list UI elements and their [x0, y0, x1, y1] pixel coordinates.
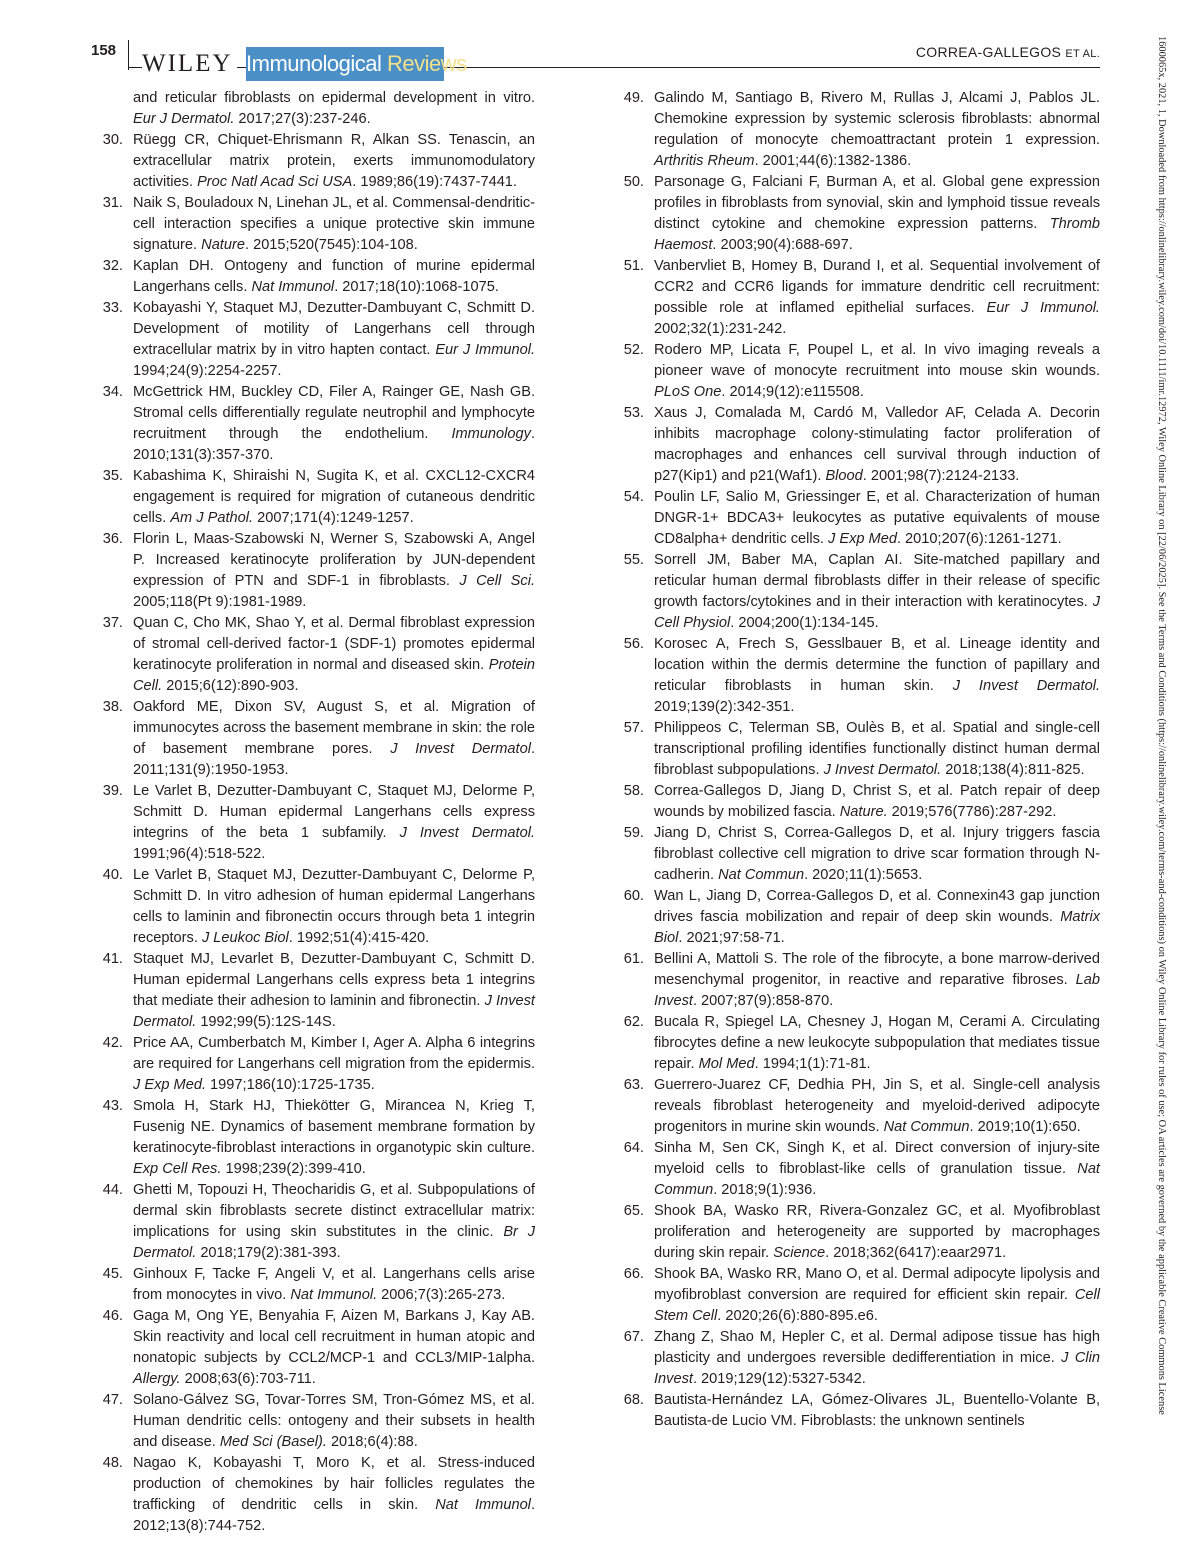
reference-text: Shook BA, Wasko RR, Mano O, et al. Dermal adipocyte lipolysis and myofibroblast conversion are required for efficient skin repair.: [654, 1266, 1100, 1303]
reference-item: [612, 550, 1100, 634]
reference-citation: 2018;179(2):381-393.: [196, 1245, 341, 1261]
reference-item: [91, 1180, 535, 1264]
reference-journal: Nat Immunol: [435, 1497, 531, 1513]
journal-name-accent: Reviews: [386, 51, 467, 76]
reference-journal: Nat Immunol: [251, 279, 335, 295]
reference-journal: Eur J Dermatol.: [133, 111, 235, 127]
header-divider: [128, 40, 129, 70]
reference-number: 43.: [102, 1098, 123, 1114]
reference-journal: Mol Med: [698, 1056, 755, 1072]
reference-number: 62.: [623, 1014, 644, 1030]
reference-text: Ghetti M, Topouzi H, Theocharidis G, et al. Subpopulations of dermal skin fibroblasts secrete distinct extracellular matrix: implications for using skin substitutes in the clinic.: [133, 1182, 535, 1240]
reference-citation: 2017;27(3):237-246.: [234, 111, 371, 127]
reference-number: 36.: [102, 531, 123, 547]
reference-citation: . 1992;51(4):415-420.: [288, 930, 430, 946]
reference-journal: Cell Stem Cell: [654, 1287, 1100, 1324]
reference-number: 40.: [102, 867, 123, 883]
reference-journal: J Clin Invest: [654, 1350, 1100, 1387]
reference-number: 66.: [623, 1266, 644, 1282]
reference-text: Kabashima K, Shiraishi N, Sugita K, et al. CXCL12-CXCR4 engagement is required for migration of cutaneous dendritic cells.: [133, 468, 535, 526]
reference-number: 35.: [102, 468, 123, 484]
reference-item: [91, 1096, 535, 1180]
reference-journal: Am J Pathol.: [170, 510, 254, 526]
reference-citation: 2015;6(12):890-903.: [162, 678, 299, 694]
reference-journal: Science: [773, 1245, 826, 1261]
reference-number: 44.: [102, 1182, 123, 1198]
reference-number: 45.: [102, 1266, 123, 1282]
reference-citation: . 2003;90(4):688-697.: [712, 237, 853, 253]
reference-number: 57.: [623, 720, 644, 736]
reference-journal: Blood: [825, 468, 863, 484]
reference-item: [91, 193, 535, 256]
reference-citation: 2018;6(4):88.: [326, 1434, 418, 1450]
reference-item: [91, 865, 535, 949]
reference-text: Sinha M, Sen CK, Singh K, et al. Direct conversion of injury-site myeloid cells to fibroblast-like cells of granulation tissue.: [654, 1140, 1100, 1177]
journal-name: Immunological: [246, 51, 382, 76]
reference-text: Rodero MP, Licata F, Poupel L, et al. In vivo imaging reveals a pioneer wave of monocyte recruitment into mouse skin wounds.: [654, 342, 1100, 379]
reference-item: [91, 256, 535, 298]
reference-journal: Med Sci (Basel).: [219, 1434, 327, 1450]
reference-journal: J Leukoc Biol: [201, 930, 289, 946]
reference-text: Rüegg CR, Chiquet-Ehrismann R, Alkan SS. Tenascin, an extracellular matrix protein, exerts immunomodulatory activities.: [133, 132, 535, 190]
reference-text: Xaus J, Comalada M, Cardó M, Valledor AF, Celada A. Decorin inhibits macrophage colony-stimulating factor proliferation of macrophages and enhances cell survival through induction of p27(Kip1) and p21(Waf1).: [654, 405, 1100, 484]
reference-journal: Nat Commun: [718, 867, 805, 883]
reference-journal: J Invest Dermatol.: [133, 993, 535, 1030]
reference-item: [612, 781, 1100, 823]
reference-journal: Nature.: [839, 804, 888, 820]
reference-text: Vanbervliet B, Homey B, Durand I, et al. Sequential involvement of CCR2 and CCR6 ligands for immature dendritic cell recruitment: possible role at inflamed epithelial surfaces.: [654, 258, 1100, 316]
reference-item: [612, 1327, 1100, 1390]
reference-journal: Br J Dermatol.: [133, 1224, 535, 1261]
reference-item: [612, 172, 1100, 256]
reference-item: [612, 1138, 1100, 1201]
reference-item: [91, 529, 535, 613]
download-notice-text: 1600065x, 2021, 1, Downloaded from https://onlinelibrary.wiley.com/doi/10.1111/imr.12972, Wiley Online Library on [22/06/2025]. See the Terms and Conditions (https://onlinelibrary.wiley.com/terms-and-conditions) on Wiley Online Library for rules of use; OA articles are governed by the applicable Creative Commons License: [1156, 36, 1167, 1415]
reference-number: 49.: [623, 90, 644, 106]
reference-number: 41.: [102, 951, 123, 967]
reference-citation: . 2012;13(8):744-752.: [133, 1497, 535, 1534]
reference-number: 61.: [623, 951, 644, 967]
reference-text: Sorrell JM, Baber MA, Caplan AI. Site-matched papillary and reticular human dermal fibroblasts differ in their release of specific growth factors/cytokines and in their interaction with keratinocytes.: [654, 552, 1100, 610]
reference-citation: 2008;63(6):703-711.: [180, 1371, 316, 1387]
publisher-logo: WILEY: [142, 50, 237, 78]
reference-item: [91, 781, 535, 865]
reference-citation: . 2011;131(9):1950-1953.: [133, 741, 536, 778]
reference-citation: 2007;171(4):1249-1257.: [253, 510, 414, 526]
reference-number: 59.: [623, 825, 644, 841]
reference-journal: Allergy.: [133, 1371, 181, 1387]
reference-item: [612, 340, 1100, 403]
reference-number: 53.: [623, 405, 644, 421]
reference-text: Guerrero-Juarez CF, Dedhia PH, Jin S, et al. Single-cell analysis reveals fibroblast heterogeneity and myeloid-derived adipocyte progenitors in murine skin wounds.: [654, 1077, 1100, 1135]
reference-journal: Protein Cell.: [133, 657, 535, 694]
reference-text: Philippeos C, Telerman SB, Oulès B, et al. Spatial and single-cell transcriptional profiling identifies functionally distinct human dermal fibroblast subpopulations.: [654, 720, 1100, 778]
reference-text: Jiang D, Christ S, Correa-Gallegos D, et al. Injury triggers fascia fibroblast collective cell migration to drive scar formation through N-cadherin.: [654, 825, 1100, 883]
reference-citation: . 2010;207(6):1261-1271.: [896, 531, 1062, 547]
reference-citation: . 2020;26(6):880-895.e6.: [717, 1308, 878, 1324]
reference-text: Le Varlet B, Dezutter-Dambuyant C, Staquet MJ, Delorme P, Schmitt D. Human epidermal Langerhans cells express integrins of the beta 1 subfamily.: [133, 783, 535, 841]
reference-journal: Proc Natl Acad Sci USA: [197, 174, 353, 190]
reference-citation: . 2021;97:58-71.: [678, 930, 785, 946]
running-head: [916, 44, 1100, 60]
reference-text: Kaplan DH. Ontogeny and function of murine epidermal Langerhans cells.: [133, 258, 535, 295]
reference-item: [91, 1033, 535, 1096]
reference-text: Smola H, Stark HJ, Thiekötter G, Mirancea N, Krieg T, Fusenig NE. Dynamics of basement membrane formation by keratinocyte-fibroblast interactions in organotypic skin culture.: [133, 1098, 535, 1156]
reference-journal: PLoS One: [654, 384, 722, 400]
reference-journal: Immunology: [451, 426, 531, 442]
reference-item: [91, 130, 535, 193]
reference-item: [612, 487, 1100, 550]
reference-text: Florin L, Maas-Szabowski N, Werner S, Szabowski A, Angel P. Increased keratinocyte proliferation by JUN-dependent expression of PTN and SDF-1 in fibroblasts.: [133, 531, 535, 589]
reference-number: 39.: [102, 783, 123, 799]
reference-citation: . 2001;98(7):2124-2133.: [862, 468, 1020, 484]
reference-number: 56.: [623, 636, 644, 652]
reference-text: Oakford ME, Dixon SV, August S, et al. Migration of immunocytes across the basement membrane in skin: the role of basement membrane pores.: [133, 699, 535, 757]
reference-text: Price AA, Cumberbatch M, Kimber I, Ager A. Alpha 6 integrins are required for Langerhans cell migration from the epidermis.: [133, 1035, 535, 1072]
reference-number: 38.: [102, 699, 123, 715]
reference-item: [612, 88, 1100, 172]
reference-item: [612, 256, 1100, 340]
reference-citation: . 2014;9(12):e115508.: [721, 384, 864, 400]
reference-journal: J Invest Dermatol.: [952, 678, 1100, 694]
reference-item: [612, 823, 1100, 886]
reference-citation: 1997;186(10):1725-1735.: [206, 1077, 375, 1093]
reference-text: Parsonage G, Falciani F, Burman A, et al. Global gene expression profiles in fibroblasts from synovial, skin and lymphoid tissue reveals distinct cytokine and chemokine expression patterns.: [654, 174, 1100, 232]
journal-badge[interactable]: [246, 47, 467, 81]
reference-item: [612, 949, 1100, 1012]
reference-citation: 1998;239(2):399-410.: [221, 1161, 366, 1177]
reference-text: and reticular fibroblasts on epidermal development in vitro.: [133, 90, 535, 106]
reference-journal: Nat Commun: [654, 1161, 1100, 1198]
reference-citation: 2005;118(Pt 9):1981-1989.: [133, 594, 307, 610]
reference-journal: J Invest Dermatol: [390, 741, 531, 757]
running-head-authors: CORREA-GALLEGOS: [915, 44, 1062, 60]
reference-item: [612, 1012, 1100, 1075]
reference-citation: . 2015;520(7545):104-108.: [244, 237, 418, 253]
reference-number: 63.: [623, 1077, 644, 1093]
reference-text: Zhang Z, Shao M, Hepler C, et al. Dermal adipose tissue has high plasticity and undergoes reversible dedifferentiation in mice.: [654, 1329, 1100, 1366]
reference-number: 50.: [623, 174, 644, 190]
reference-text: Bellini A, Mattoli S. The role of the fibrocyte, a bone marrow-derived mesenchymal progenitor, in reactive and reparative fibroses.: [654, 951, 1100, 988]
reference-item: [91, 1390, 535, 1453]
reference-item: [91, 1264, 535, 1306]
reference-citation: 2019;576(7786):287-292.: [887, 804, 1057, 820]
reference-item: [91, 613, 535, 697]
reference-citation: 1992;99(5):12S-14S.: [196, 1014, 336, 1030]
reference-citation: . 2020;11(1):5653.: [804, 867, 923, 883]
reference-number: 37.: [102, 615, 123, 631]
reference-citation: . 2001;44(6):1382-1386.: [754, 153, 912, 169]
references-left-column: [91, 88, 535, 1537]
reference-citation: 1994;24(9):2254-2257.: [133, 363, 282, 379]
reference-journal: Exp Cell Res.: [133, 1161, 222, 1177]
reference-number: 30.: [102, 132, 123, 148]
reference-text: Wan L, Jiang D, Correa-Gallegos D, et al. Connexin43 gap junction drives fascia mobilization and repair of deep skin wounds.: [654, 888, 1100, 925]
reference-text: Gaga M, Ong YE, Benyahia F, Aizen M, Barkans J, Kay AB. Skin reactivity and local cell recruitment in human atopic and nonatopic subjects by CCL2/MCP-1 and CCL3/MIP-1alpha.: [133, 1308, 535, 1366]
reference-item: [91, 466, 535, 529]
reference-text: Shook BA, Wasko RR, Rivera-Gonzalez GC, et al. Myofibroblast proliferation and heterogeneity are supported by macrophages during skin repair.: [654, 1203, 1100, 1261]
reference-text: Poulin LF, Salio M, Griessinger E, et al. Characterization of human DNGR-1+ BDCA3+ leukocytes as putative equivalents of mouse CD8alpha+ dendritic cells.: [654, 489, 1100, 547]
reference-item: [91, 88, 535, 130]
reference-journal: J Invest Dermatol.: [823, 762, 942, 778]
reference-citation: . 2019;10(1):650.: [969, 1119, 1081, 1135]
reference-citation: 2019;139(2):342-351.: [654, 699, 795, 715]
reference-journal: Eur J Immunol.: [435, 342, 535, 358]
reference-number: 48.: [102, 1455, 123, 1471]
reference-text: Correa-Gallegos D, Jiang D, Christ S, et al. Patch repair of deep wounds by mobilized fascia.: [654, 783, 1100, 820]
reference-journal: Lab Invest: [654, 972, 1100, 1009]
reference-text: Le Varlet B, Staquet MJ, Dezutter-Dambuyant C, Delorme P, Schmitt D. In vitro adhesion of human epidermal Langerhans cells to laminin and fibronectin occurs through beta 1 integrin receptors.: [133, 867, 535, 946]
reference-number: 60.: [623, 888, 644, 904]
reference-text: Nagao K, Kobayashi T, Moro K, et al. Stress-induced production of chemokines by hair follicles regulates the trafficking of dendritic cells in skin.: [133, 1455, 535, 1513]
reference-number: 58.: [623, 783, 644, 799]
reference-item: [91, 697, 535, 781]
reference-citation: . 2018;9(1):936.: [713, 1182, 817, 1198]
reference-item: [612, 1264, 1100, 1327]
reference-item: [612, 1390, 1100, 1432]
running-head-etal: ET AL.: [1065, 48, 1100, 60]
reference-text: Kobayashi Y, Staquet MJ, Dezutter-Dambuyant C, Schmitt D. Development of motility of Langerhans cell through extracellular matrix by in vitro hapten contact.: [133, 300, 535, 358]
reference-number: 68.: [623, 1392, 644, 1408]
reference-journal: J Exp Med: [828, 531, 897, 547]
reference-journal: J Cell Sci.: [459, 573, 535, 589]
reference-journal: Arthritis Rheum: [654, 153, 755, 169]
reference-journal: J Exp Med.: [133, 1077, 206, 1093]
reference-text: Bautista-Hernández LA, Gómez-Olivares JL, Buentello-Volante B, Bautista-de Lucio VM. Fibroblasts: the unknown sentinels: [654, 1392, 1100, 1429]
reference-text: Naik S, Bouladoux N, Linehan JL, et al. Commensal-dendritic-cell interaction specifies a unique protective skin immune signature.: [133, 195, 535, 253]
reference-citation: . 2004;200(1):134-145.: [730, 615, 879, 631]
reference-item: [612, 403, 1100, 487]
reference-journal: Matrix Biol: [654, 909, 1100, 946]
reference-citation: 1991;96(4):518-522.: [133, 846, 266, 862]
reference-citation: . 2010;131(3):357-370.: [133, 426, 535, 463]
reference-item: [91, 298, 535, 382]
reference-number: 42.: [102, 1035, 123, 1051]
reference-journal: Nat Commun: [883, 1119, 970, 1135]
reference-text: Staquet MJ, Levarlet B, Dezutter-Dambuyant C, Schmitt D. Human epidermal Langerhans cells express beta 1 integrins that mediate their adhesion to laminin and fibronectin.: [133, 951, 535, 1009]
reference-citation: 2006;7(3):265-273.: [377, 1287, 506, 1303]
reference-number: 67.: [623, 1329, 644, 1345]
page-number: 158: [91, 42, 117, 59]
reference-text: Bucala R, Spiegel LA, Chesney J, Hogan M, Cerami A. Circulating fibrocytes define a new leukocyte subpopulation that mediates tissue repair.: [654, 1014, 1100, 1072]
reference-item: [612, 634, 1100, 718]
reference-number: 55.: [623, 552, 644, 568]
reference-number: 65.: [623, 1203, 644, 1219]
reference-number: 51.: [623, 258, 644, 274]
page-header: [0, 0, 1190, 90]
reference-citation: . 2017;18(10):1068-1075.: [334, 279, 499, 295]
reference-citation: . 2019;129(12):5327-5342.: [692, 1371, 866, 1387]
references-right-column: [612, 88, 1100, 1432]
reference-item: [612, 1201, 1100, 1264]
reference-number: 64.: [623, 1140, 644, 1156]
reference-journal: J Invest Dermatol.: [399, 825, 535, 841]
reference-item: [91, 949, 535, 1033]
reference-text: Solano-Gálvez SG, Tovar-Torres SM, Tron-Gómez MS, et al. Human dendritic cells: ontogeny and their subsets in health and disease.: [133, 1392, 535, 1450]
reference-item: [91, 1306, 535, 1390]
reference-number: 34.: [102, 384, 123, 400]
reference-number: 47.: [102, 1392, 123, 1408]
download-notice-sidebar: [1153, 36, 1169, 1536]
reference-number: 54.: [623, 489, 644, 505]
reference-journal: Nature: [201, 237, 245, 253]
reference-journal: Thromb Haemost: [654, 216, 1100, 253]
reference-number: 32.: [102, 258, 123, 274]
reference-text: Quan C, Cho MK, Shao Y, et al. Dermal fibroblast expression of stromal cell-derived factor-1 (SDF-1) promotes epidermal keratinocyte proliferation in normal and diseased skin.: [133, 615, 535, 673]
reference-journal: J Cell Physiol: [654, 594, 1100, 631]
reference-item: [91, 382, 535, 466]
reference-journal: Nat Immunol.: [290, 1287, 378, 1303]
reference-item: [91, 1453, 535, 1537]
reference-item: [612, 886, 1100, 949]
reference-citation: . 2018;362(6417):eaar2971.: [825, 1245, 1007, 1261]
reference-citation: . 2007;87(9):858-870.: [692, 993, 834, 1009]
reference-item: [612, 718, 1100, 781]
reference-text: McGettrick HM, Buckley CD, Filer A, Rainger GE, Nash GB. Stromal cells differentially regulate neutrophil and lymphocyte recruitment through the endothelium.: [133, 384, 535, 442]
reference-number: 33.: [102, 300, 123, 316]
reference-number: 52.: [623, 342, 644, 358]
reference-text: Korosec A, Frech S, Gesslbauer B, et al. Lineage identity and location within the dermis determine the function of papillary and reticular fibroblasts in human skin.: [654, 636, 1100, 694]
reference-citation: 2002;32(1):231-242.: [654, 321, 787, 337]
reference-text: Galindo M, Santiago B, Rivero M, Rullas J, Alcami J, Pablos JL. Chemokine expression by systemic sclerosis fibroblasts: abnormal regulation of monocyte chemoattractant protein 1 expression.: [654, 90, 1100, 148]
reference-text: Ginhoux F, Tacke F, Angeli V, et al. Langerhans cells arise from monocytes in vivo.: [133, 1266, 535, 1303]
reference-citation: . 1989;86(19):7437-7441.: [352, 174, 517, 190]
reference-number: 31.: [102, 195, 123, 211]
reference-citation: . 1994;1(1):71-81.: [754, 1056, 871, 1072]
reference-citation: 2018;138(4):811-825.: [941, 762, 1085, 778]
reference-item: [612, 1075, 1100, 1138]
reference-journal: Eur J Immunol.: [986, 300, 1100, 316]
reference-number: 46.: [102, 1308, 123, 1324]
